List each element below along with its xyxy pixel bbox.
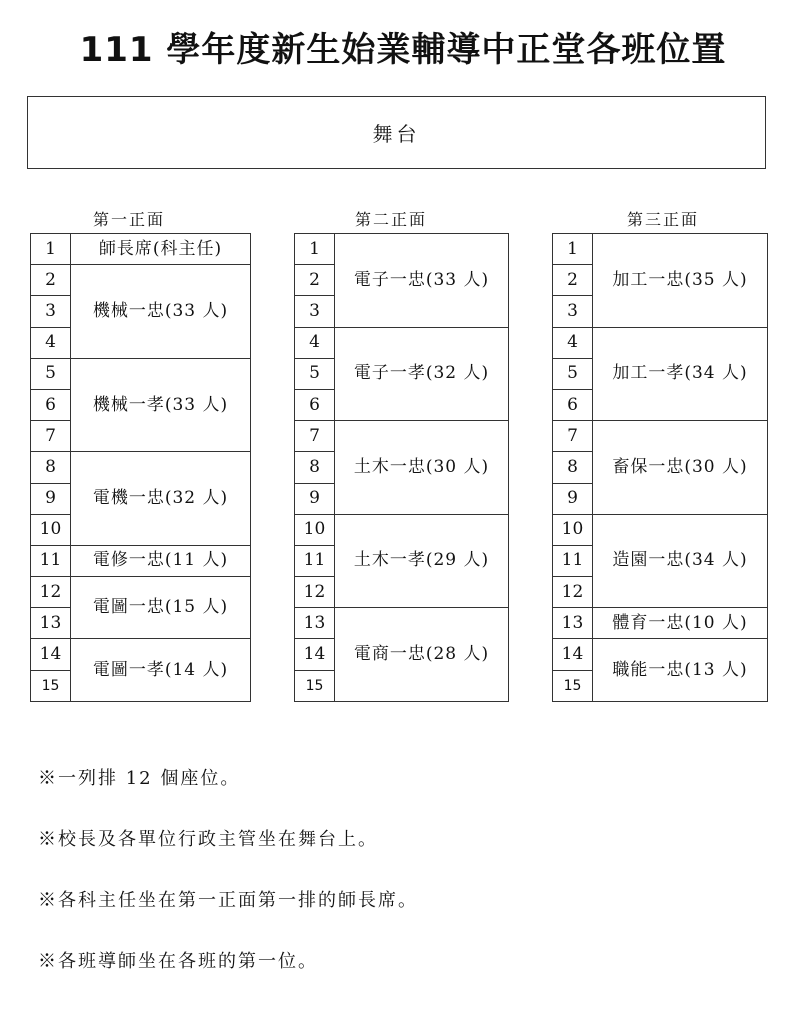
row-number: 2: [553, 265, 593, 296]
row-number: 5: [553, 358, 593, 389]
row-number: 10: [553, 514, 593, 545]
table-row: [31, 358, 251, 389]
stage-label: 舞台: [372, 122, 421, 146]
seating-table-section-2: [294, 233, 509, 702]
note-item: ※校長及各單位行政主管坐在舞台上。: [38, 829, 378, 850]
row-number: 8: [295, 452, 335, 483]
row-number: 4: [295, 327, 335, 358]
table-row: [31, 452, 251, 483]
class-assignment: 造園一忠(34 人): [593, 514, 768, 608]
row-number: 13: [31, 608, 71, 639]
class-assignment: 加工一孝(34 人): [593, 327, 768, 421]
row-number: 6: [295, 389, 335, 420]
table-row: [553, 608, 768, 639]
row-number: 10: [31, 514, 71, 545]
row-number: 7: [553, 421, 593, 452]
row-number: 1: [553, 234, 593, 265]
table-row: [553, 421, 768, 452]
table-row: [295, 234, 509, 265]
row-number: 3: [295, 296, 335, 327]
class-assignment: 畜保一忠(30 人): [593, 421, 768, 515]
table-row: [31, 265, 251, 296]
row-number: 14: [553, 639, 593, 670]
row-number: 6: [31, 389, 71, 420]
row-number: 11: [553, 545, 593, 576]
row-number: 2: [31, 265, 71, 296]
row-number: 9: [31, 483, 71, 514]
table-row: [553, 234, 768, 265]
table-row: [31, 234, 251, 265]
row-number: 6: [553, 389, 593, 420]
table-row: [553, 514, 768, 545]
class-assignment: 機械一忠(33 人): [71, 265, 251, 359]
table-row: [31, 545, 251, 576]
note-item: ※各班導師坐在各班的第一位。: [38, 951, 318, 972]
table-row: [553, 327, 768, 358]
class-assignment: 土木一孝(29 人): [335, 514, 509, 608]
row-number: 12: [295, 577, 335, 608]
row-number: 13: [553, 608, 593, 639]
table-row: [31, 639, 251, 670]
row-number: 12: [31, 577, 71, 608]
seating-table-section-3: [552, 233, 768, 702]
row-number: 15: [295, 670, 335, 701]
table-row: [295, 608, 509, 639]
class-assignment: 電子一孝(32 人): [335, 327, 509, 421]
class-assignment: 電圖一孝(14 人): [71, 639, 251, 701]
class-assignment: 師長席(科主任): [71, 234, 251, 265]
notes-list: [38, 768, 418, 1012]
row-number: 8: [31, 452, 71, 483]
table-row: [295, 421, 509, 452]
class-assignment: 職能一忠(13 人): [593, 639, 768, 701]
note-item: ※各科主任坐在第一正面第一排的師長席。: [38, 890, 418, 911]
row-number: 15: [31, 670, 71, 701]
section-2-label: 第二正面: [355, 210, 428, 229]
row-number: 4: [31, 327, 71, 358]
class-assignment: 機械一孝(33 人): [71, 358, 251, 452]
class-assignment: 電商一忠(28 人): [335, 608, 509, 702]
row-number: 11: [295, 545, 335, 576]
table-row: [295, 327, 509, 358]
row-number: 1: [295, 234, 335, 265]
row-number: 4: [553, 327, 593, 358]
class-assignment: 電機一忠(32 人): [71, 452, 251, 546]
row-number: 9: [295, 483, 335, 514]
page-title: 111 學年度新生始業輔導中正堂各班位置: [79, 30, 727, 70]
row-number: 3: [31, 296, 71, 327]
row-number: 2: [295, 265, 335, 296]
class-assignment: 土木一忠(30 人): [335, 421, 509, 515]
section-1-label: 第一正面: [93, 210, 166, 229]
row-number: 8: [553, 452, 593, 483]
row-number: 7: [31, 421, 71, 452]
row-number: 12: [553, 577, 593, 608]
row-number: 14: [295, 639, 335, 670]
table-row: [553, 639, 768, 670]
row-number: 14: [31, 639, 71, 670]
class-assignment: 體育一忠(10 人): [593, 608, 768, 639]
section-3-label: 第三正面: [627, 210, 700, 229]
class-assignment: 電圖一忠(15 人): [71, 577, 251, 639]
table-row: [31, 577, 251, 608]
class-assignment: 加工一忠(35 人): [593, 234, 768, 328]
class-assignment: 電子一忠(33 人): [335, 234, 509, 328]
class-assignment: 電修一忠(11 人): [71, 545, 251, 576]
row-number: 5: [295, 358, 335, 389]
row-number: 9: [553, 483, 593, 514]
note-item: ※一列排 12 個座位。: [38, 768, 241, 789]
row-number: 1: [31, 234, 71, 265]
row-number: 11: [31, 545, 71, 576]
row-number: 10: [295, 514, 335, 545]
row-number: 13: [295, 608, 335, 639]
row-number: 3: [553, 296, 593, 327]
table-row: [295, 514, 509, 545]
row-number: 7: [295, 421, 335, 452]
row-number: 15: [553, 670, 593, 701]
seating-table-section-1: [30, 233, 251, 702]
row-number: 5: [31, 358, 71, 389]
stage-box: [27, 96, 766, 169]
